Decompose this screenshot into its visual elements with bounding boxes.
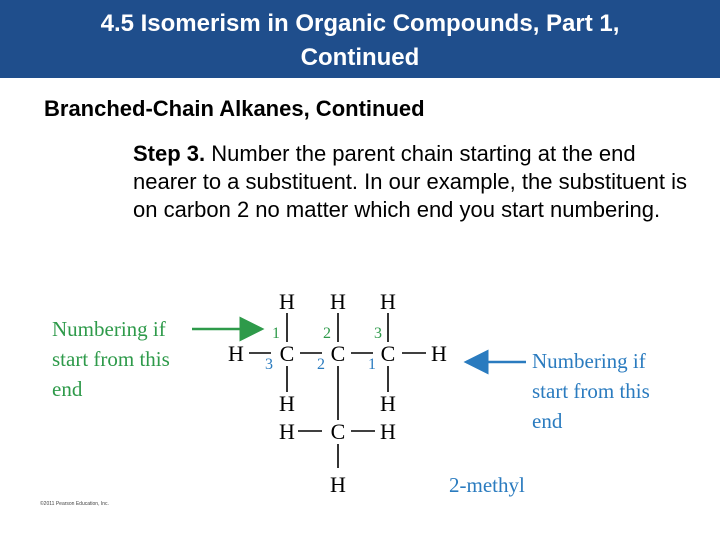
step-text: Number the parent chain starting at the end nearer to a substituent. In our example, the substituent is on carbon 2 no matter which end you start numbering.: [133, 141, 687, 222]
atom-h: H: [279, 289, 295, 314]
right-note-line-2: start from this: [532, 379, 650, 403]
section-heading: Branched-Chain Alkanes, Continued: [44, 96, 425, 121]
atom-h: H: [330, 289, 346, 314]
atom-c: C: [330, 341, 346, 366]
number-left-2: 2: [323, 325, 331, 342]
number-right-1: 1: [368, 356, 376, 373]
title-bar: [0, 0, 720, 78]
substituent-label: 2-methyl: [449, 473, 525, 497]
number-left-3: 3: [374, 325, 382, 342]
left-note-line-1: Numbering if: [52, 317, 166, 341]
slide-title-line-1: 4.5 Isomerism in Organic Compounds, Part 1,: [100, 10, 620, 37]
left-note-line-2: start from this: [52, 347, 170, 371]
atom-h: H: [380, 419, 396, 444]
slide-title-line-2: Continued: [300, 44, 420, 71]
atom-c: C: [330, 419, 346, 444]
atom-h: H: [330, 472, 346, 497]
right-note-line-1: Numbering if: [532, 349, 646, 373]
copyright-note: ©2011 Pearson Education, Inc.: [40, 501, 109, 507]
step-paragraph: [133, 140, 693, 224]
atom-c: C: [380, 341, 396, 366]
left-note-line-3: end: [52, 377, 83, 401]
number-left-1: 1: [272, 325, 280, 342]
right-note-line-3: end: [532, 409, 563, 433]
step-label: Step 3.: [133, 141, 206, 166]
atom-h: H: [228, 341, 244, 366]
atom-h: H: [380, 391, 396, 416]
atom-h: H: [279, 391, 295, 416]
structure-diagram: [0, 280, 720, 510]
number-right-3: 3: [265, 356, 273, 373]
atom-h: H: [431, 341, 447, 366]
atom-c: C: [279, 341, 295, 366]
atom-h: H: [380, 289, 396, 314]
atom-h: H: [279, 419, 295, 444]
number-right-2: 2: [317, 356, 325, 373]
